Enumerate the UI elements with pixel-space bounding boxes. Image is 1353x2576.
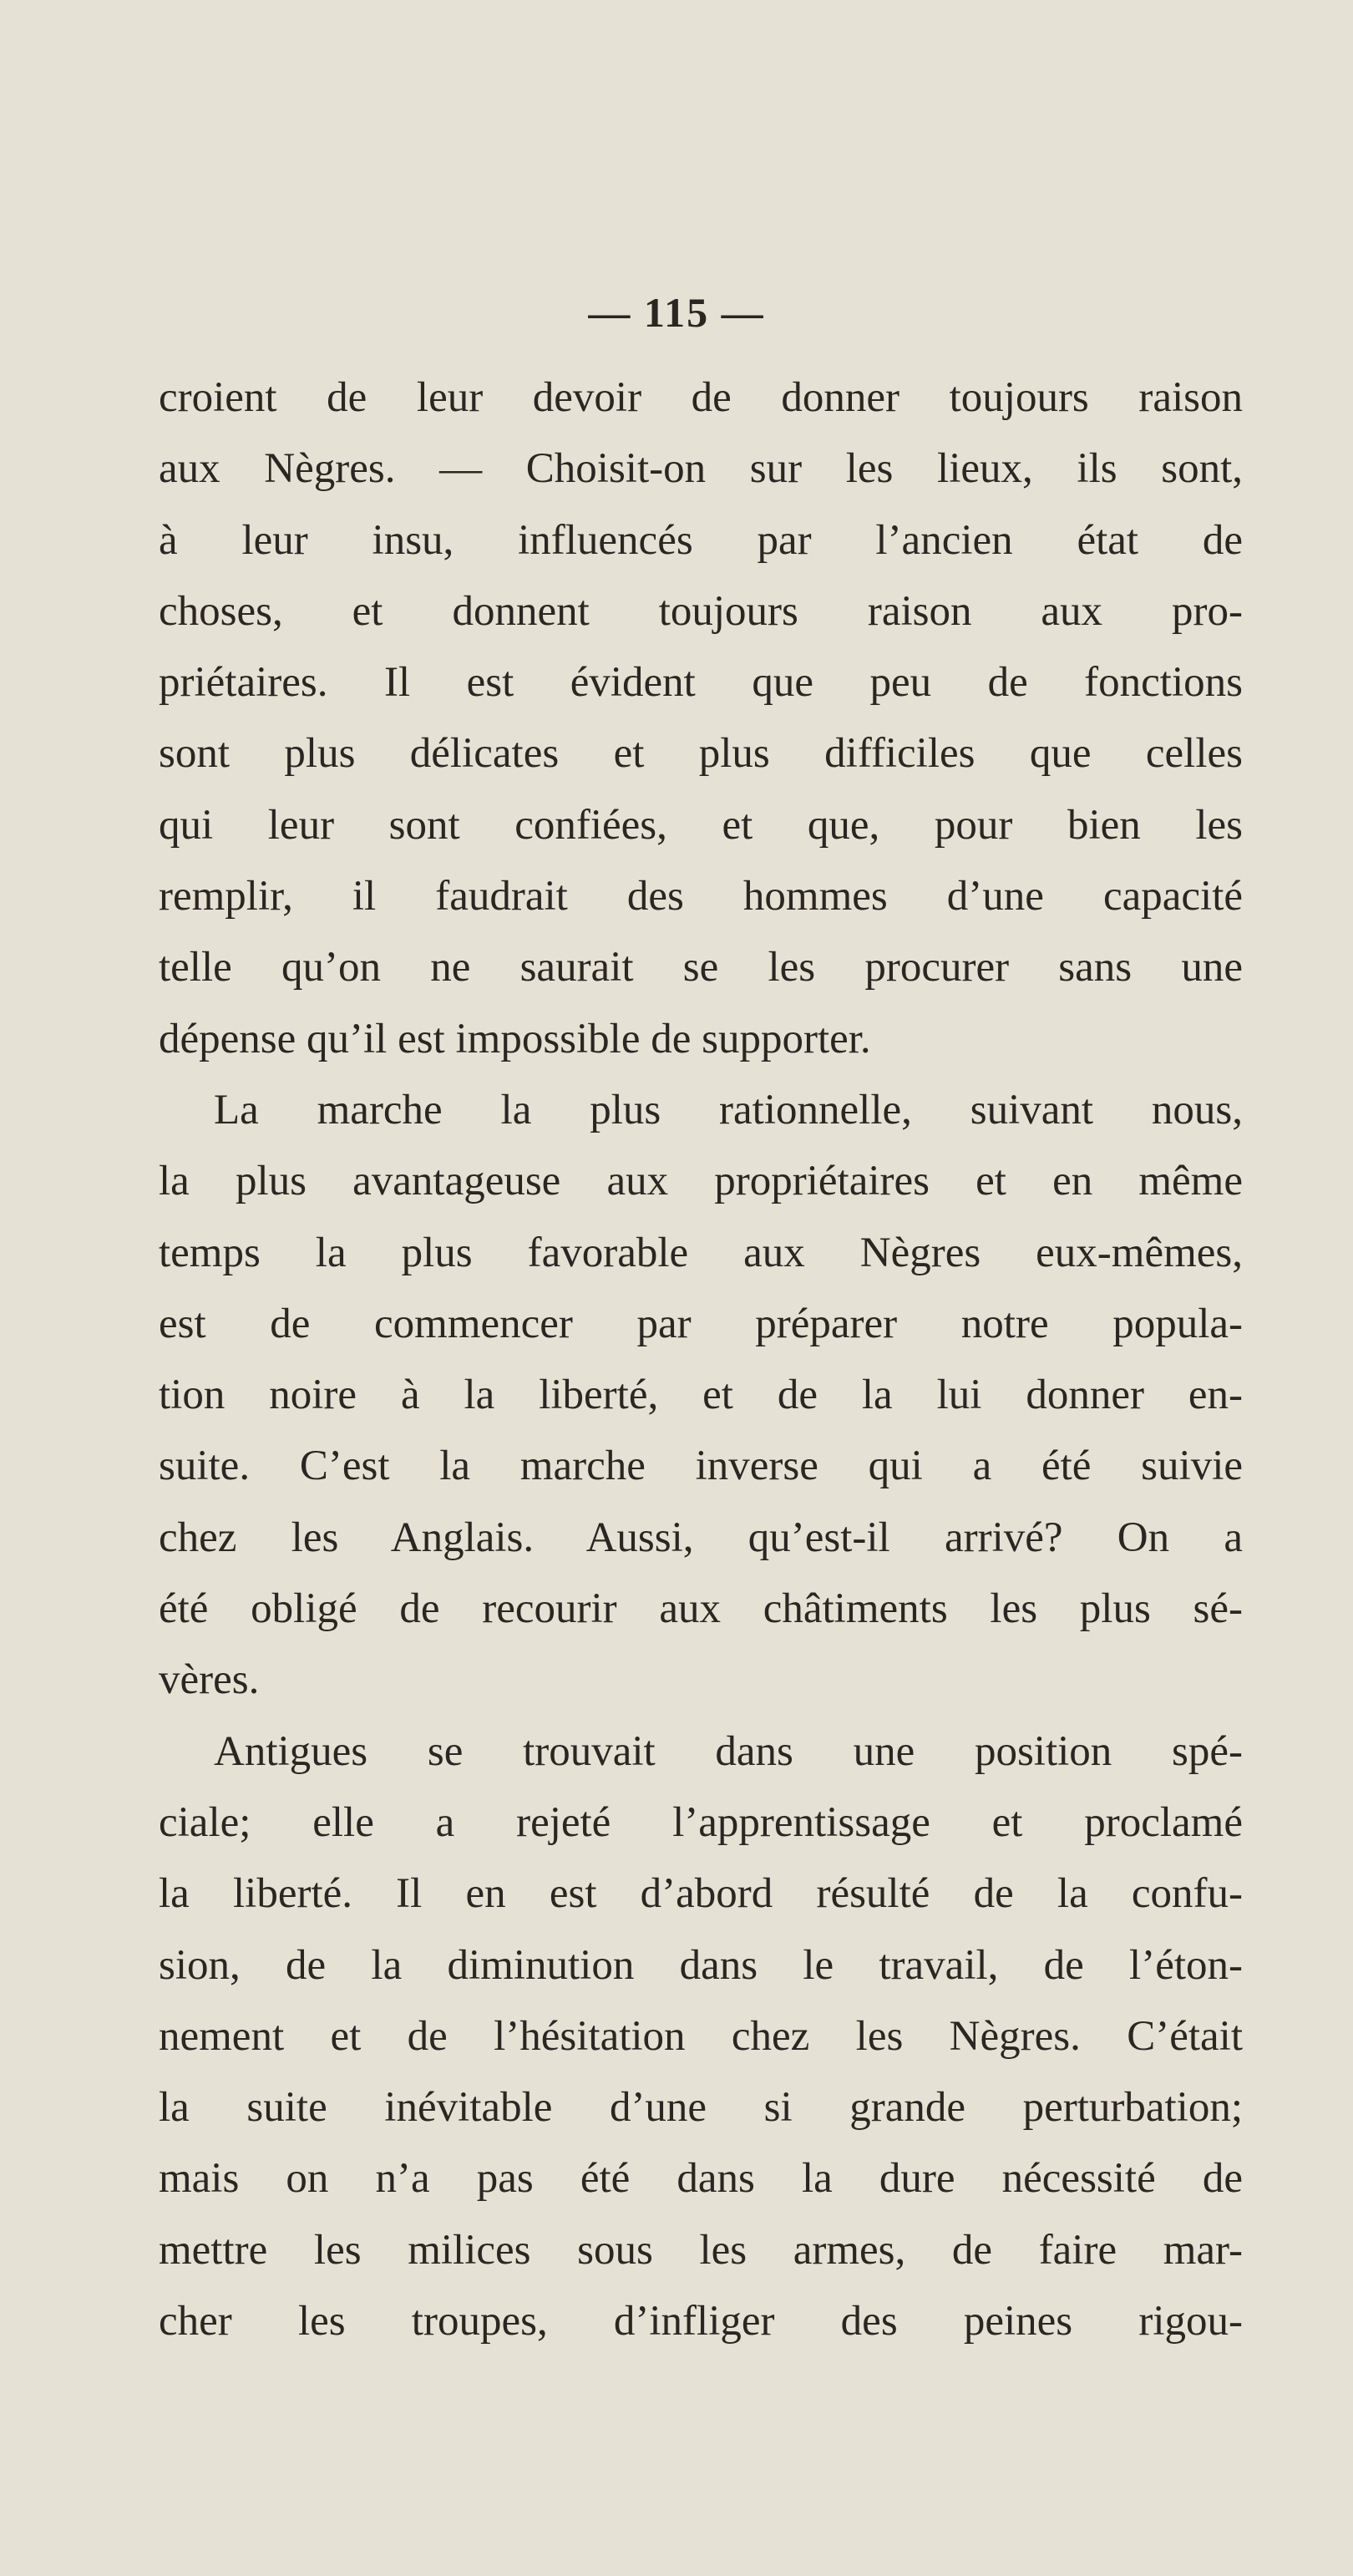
text-line: à leur insu, influencés par l’ancien état de <box>159 516 1243 564</box>
paragraph-start-line: Antigues se trouvait dans une position spé- <box>214 1727 1243 1775</box>
page-number: — 115 — <box>588 289 765 336</box>
text-line: la plus avantageuse aux propriétaires et en même <box>159 1158 1243 1205</box>
text-line: est de commencer par préparer notre popula- <box>159 1300 1243 1347</box>
text-line: chez les Anglais. Aussi, qu’est-il arrivé? On a <box>159 1514 1243 1561</box>
text-line: aux Nègres. — Choisit-on sur les lieux, ils sont, <box>159 445 1243 493</box>
text-line: mettre les milices sous les armes, de faire mar- <box>159 2226 1243 2274</box>
text-line: sont plus délicates et plus difficiles que celles <box>159 730 1243 778</box>
text-line: temps la plus favorable aux Nègres eux-mêmes, <box>159 1229 1243 1276</box>
text-line: la suite inévitable d’une si grande perturbation; <box>159 2084 1243 2132</box>
text-line: sion, de la diminution dans le travail, de l’éton- <box>159 1941 1243 1989</box>
text-line: priétaires. Il est évident que peu de fonctions <box>159 659 1243 707</box>
text-line: cher les troupes, d’infliger des peines rigou- <box>159 2298 1243 2345</box>
text-line: telle qu’on ne saurait se les procurer sans une <box>159 944 1243 991</box>
text-line: suite. C’est la marche inverse qui a été suivie <box>159 1443 1243 1490</box>
text-line: qui leur sont confiées, et que, pour bien les <box>159 801 1243 849</box>
text-line: choses, et donnent toujours raison aux pro- <box>159 587 1243 635</box>
text-line: croient de leur devoir de donner toujours raison <box>159 374 1243 421</box>
text-line: ciale; elle a rejeté l’apprentissage et proclamé <box>159 1798 1243 1846</box>
text-line: vères. <box>159 1656 260 1704</box>
text-line: la liberté. Il en est d’abord résulté de la confu- <box>159 1870 1243 1918</box>
text-line: dépense qu’il est impossible de supporter. <box>159 1015 871 1062</box>
text-line: nement et de l’hésitation chez les Nègres. C’était <box>159 2012 1243 2060</box>
text-line: été obligé de recourir aux châtiments les plus sé- <box>159 1585 1243 1633</box>
paragraph-start-line: La marche la plus rationnelle, suivant nous, <box>214 1086 1243 1133</box>
text-line: remplir, il faudrait des hommes d’une capacité <box>159 873 1243 920</box>
text-line: tion noire à la liberté, et de la lui donner en- <box>159 1372 1243 1419</box>
text-line: mais on n’a pas été dans la dure nécessité de <box>159 2155 1243 2203</box>
page-body-text <box>159 363 1243 2357</box>
